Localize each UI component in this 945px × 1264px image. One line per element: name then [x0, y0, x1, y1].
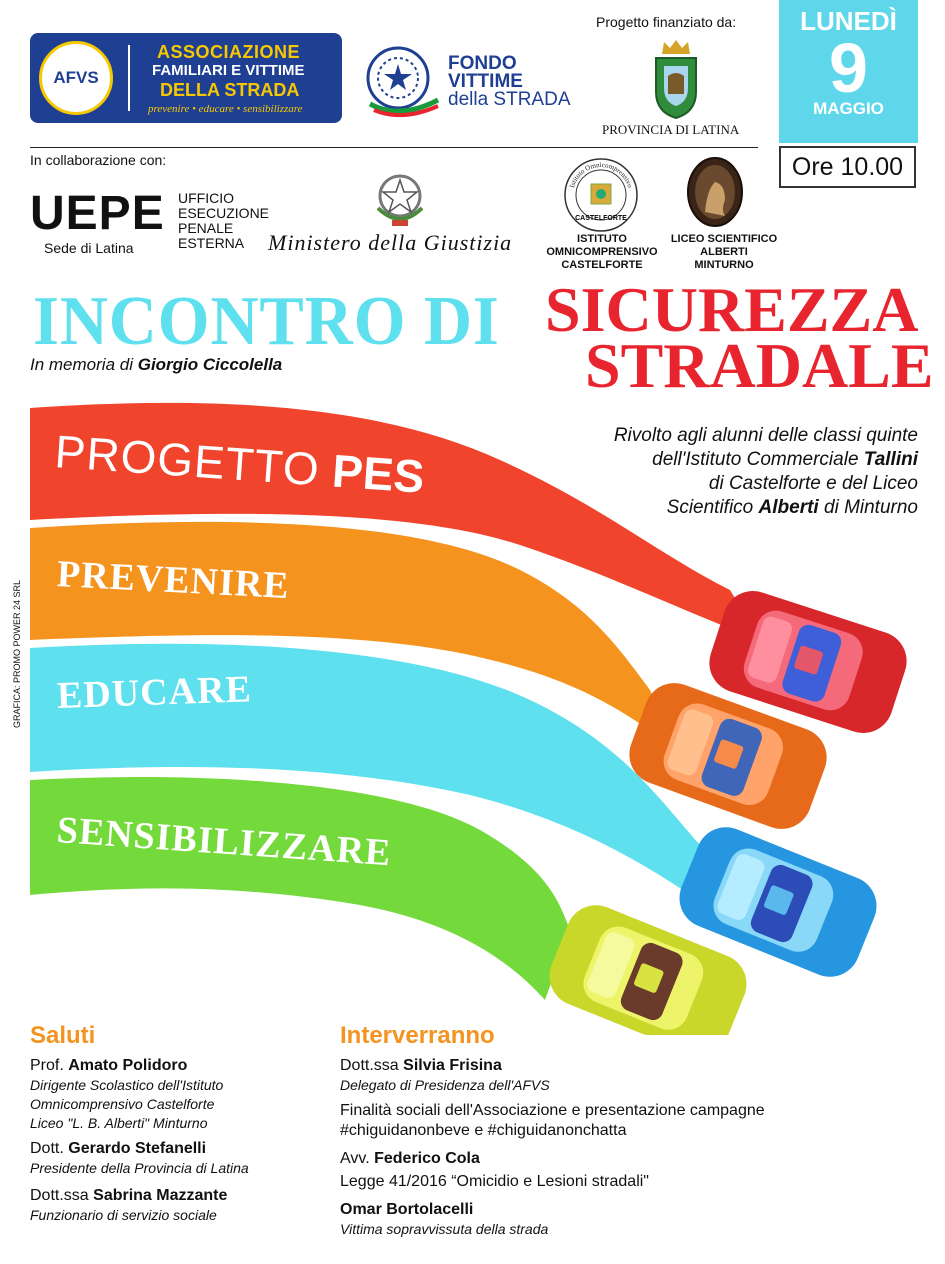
- saluti-p3-r1: Funzionario di servizio sociale: [30, 1207, 217, 1223]
- date-number: 9: [829, 29, 868, 107]
- istituto-l2: OMNICOMPRENSIVO: [546, 246, 658, 258]
- istituto-l1: ISTITUTO: [577, 233, 627, 245]
- int-p3-r1: Vittima sopravvissuta della strada: [340, 1221, 549, 1237]
- liceo-l1: LICEO SCIENTIFICO: [670, 233, 778, 245]
- title-incontro: INCONTRO DI: [33, 283, 500, 360]
- saluti-p3-title: Dott.ssa: [30, 1187, 89, 1204]
- int-p2-t1: Legge 41/2016 “Omicidio e Lesioni stradali": [340, 1173, 649, 1190]
- interverranno-heading: Interverranno: [340, 1022, 495, 1049]
- int-p1: [340, 1056, 920, 1076]
- ribbon-progetto-word: PROGETTO: [53, 425, 322, 496]
- republic-emblem-icon: [360, 42, 442, 118]
- uepe-r1: UFFICIO: [178, 190, 234, 206]
- date-day: LUNEDÌ: [800, 6, 897, 36]
- ministero-logo: Ministero della Giustizia: [268, 230, 513, 255]
- rivolto-l4: [498, 496, 918, 520]
- afvs-logo: [30, 33, 342, 123]
- memoria-label: In memoria di: [30, 355, 133, 374]
- saluti-heading: Saluti: [30, 1022, 96, 1049]
- saluti-p2-name: Gerardo Stefanelli: [68, 1140, 207, 1157]
- rivolto-l2a: dell'Istituto Commerciale: [652, 449, 859, 470]
- province-label: PROVINCIA DI LATINA: [602, 122, 740, 137]
- saluti-p1-name: Amato Polidoro: [68, 1057, 188, 1074]
- target-audience: [498, 424, 918, 520]
- rivolto-l4b: Alberti: [758, 497, 819, 518]
- istituto-l3: CASTELFORTE: [561, 259, 643, 271]
- fondo-line3: della STRADA: [448, 89, 571, 110]
- int-p1-t2: #chiguidanonbeve e #chiguidanonchatta: [340, 1122, 627, 1139]
- collab-label: In collaborazione con:: [30, 152, 167, 168]
- saluti-p1: [30, 1056, 330, 1076]
- int-p1-t1: Finalità sociali dell'Associazione e presentazione campagne: [340, 1102, 765, 1119]
- uepe-sub: Sede di Latina: [44, 240, 134, 256]
- saluti-p2-r1: Presidente della Provincia di Latina: [30, 1160, 249, 1176]
- title-sicurezza: [545, 274, 934, 401]
- title-stradale: STRADALE: [585, 330, 934, 401]
- liceo-label: [664, 233, 784, 272]
- memoria-line: [30, 355, 282, 375]
- italy-emblem-icon: [372, 168, 428, 230]
- afvs-line3: DELLA STRADA: [160, 80, 300, 100]
- saluti-p2-title: Dott.: [30, 1140, 64, 1157]
- uepe-description: [178, 191, 269, 251]
- uepe-r2: ESECUZIONE: [178, 205, 270, 221]
- title-sicurezza-l1: SICUREZZA: [545, 274, 919, 345]
- afvs-badge-text: AFVS: [53, 68, 99, 87]
- date-month: MAGGIO: [813, 99, 884, 118]
- uepe-logo: UEPE: [30, 187, 165, 240]
- fondo-line1: FONDO: [448, 53, 517, 74]
- saluti-p3-name: Sabrina Mazzante: [93, 1187, 228, 1204]
- rivolto-l2b: Tallini: [863, 449, 918, 470]
- int-p2-title: Avv.: [340, 1150, 370, 1167]
- ribbon-prevenire: PREVENIRE: [55, 553, 291, 608]
- credit-vertical: GRAFICA: PROMO POWER 24 SRL: [12, 580, 22, 729]
- int-p3-name: Omar Bortolacelli: [340, 1201, 474, 1218]
- saluti-p1-r3: Liceo "L. B. Alberti" Minturno: [30, 1115, 208, 1131]
- saluti-p3: [30, 1186, 330, 1206]
- time-box: Ore 10.00: [779, 146, 916, 188]
- fondo-line2: VITTIME: [448, 71, 523, 92]
- saluti-p2: [30, 1139, 330, 1159]
- saluti-p1-r2: Omnicomprensivo Castelforte: [30, 1096, 215, 1112]
- uepe-r4: ESTERNA: [178, 235, 245, 251]
- int-p1-name: Silvia Frisina: [403, 1057, 502, 1074]
- interverranno-section: [340, 1022, 920, 1239]
- ribbon-green: [30, 777, 570, 1000]
- rivolto-l4a: Scientifico: [666, 497, 754, 518]
- ribbon-sensibilizzare: SENSIBILIZZARE: [55, 809, 393, 875]
- ribbon-pes: PES: [330, 444, 427, 503]
- int-p1-r1: Delegato di Presidenza dell'AFVS: [340, 1077, 550, 1093]
- saluti-p1-title: Prof.: [30, 1057, 64, 1074]
- header-divider: [30, 147, 758, 148]
- int-p2-name: Federico Cola: [374, 1150, 480, 1167]
- liceo-l3: MINTURNO: [694, 259, 754, 271]
- saluti-p1-r1: Dirigente Scolastico dell'Istituto: [30, 1077, 224, 1093]
- rivolto-l1: Rivolto agli alunni delle classi quinte: [613, 425, 918, 446]
- ribbon-educare: EDUCARE: [56, 668, 253, 717]
- ribbon-badge-icon: [39, 41, 113, 115]
- memoria-name: Giorgio Ciccolella: [137, 355, 283, 374]
- financed-by-label: Progetto finanziato da:: [596, 14, 737, 30]
- seal-top-text: Istituto Omnicomprensivo: [568, 160, 634, 189]
- afvs-tagline: prevenire • educare • sensibilizzare: [148, 103, 303, 115]
- date-box: [779, 0, 918, 143]
- uepe-r3: PENALE: [178, 220, 234, 236]
- istituto-label: [540, 233, 664, 272]
- seal-bottom-text: CASTELFORTE: [575, 215, 627, 222]
- rivolto-l3: di Castelforte e del Liceo: [708, 473, 918, 494]
- afvs-line2: FAMILIARI E VITTIME: [152, 62, 305, 79]
- afvs-divider: [128, 45, 130, 111]
- rivolto-l2: [498, 448, 918, 472]
- int-p1-title: Dott.ssa: [340, 1057, 399, 1074]
- saluti-section: [30, 1022, 330, 1225]
- rivolto-l4c: di Minturno: [824, 497, 918, 518]
- int-p2: [340, 1149, 920, 1169]
- liceo-medallion-icon: [685, 154, 745, 230]
- liceo-l2: ALBERTI: [700, 246, 748, 258]
- istituto-seal-icon: [562, 156, 640, 234]
- province-crest-icon: [644, 36, 708, 120]
- afvs-line1: ASSOCIAZIONE: [157, 42, 301, 62]
